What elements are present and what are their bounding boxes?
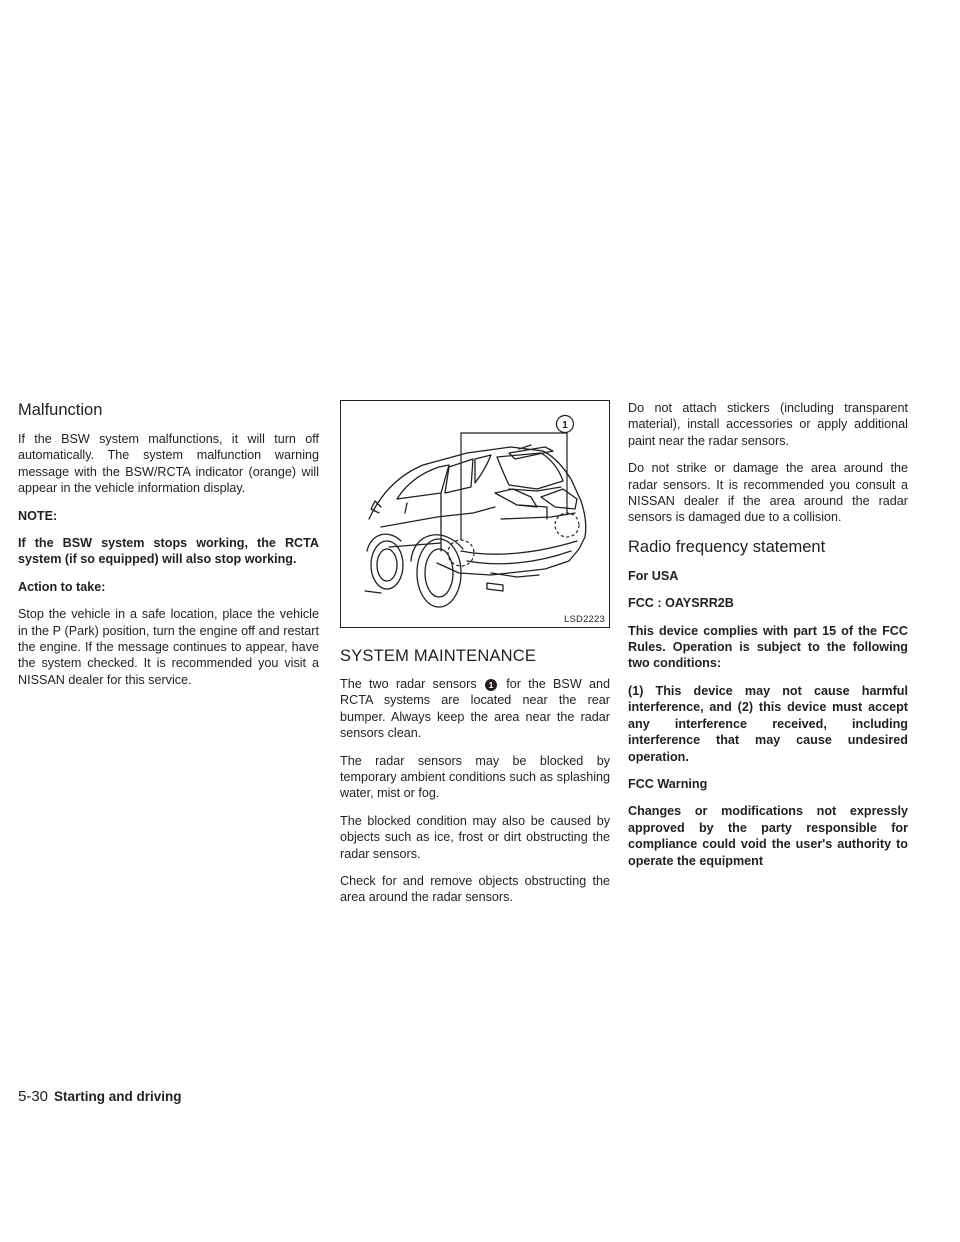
maintenance-paragraph-1 xyxy=(340,676,610,742)
fcc-compliance-text: This device complies with part 15 of the FCC Rules. Operation is subject to the following two conditions: xyxy=(628,623,908,671)
for-usa-label: For USA xyxy=(628,568,679,583)
note-text: If the BSW system stops working, the RCTA system (if so equipped) will also stop working. xyxy=(18,536,319,567)
fcc-conditions-text: (1) This device may not cause harmful interference, and (2) this device must accept any interference received, including interference that may cause undesired operation. xyxy=(628,683,908,764)
fcc-id: FCC : OAYSRR2B xyxy=(628,596,734,611)
action-label: Action to take: xyxy=(18,579,106,594)
maintenance-text-part-1: The two radar sensors xyxy=(340,677,484,691)
damage-paragraph: Do not strike or damage the area around the radar sensors. It is recommended you consult a NISSAN dealer if the area around the radar sensors is damaged due to a collision. xyxy=(628,461,908,525)
page-footer xyxy=(18,1088,182,1105)
maintenance-paragraph-2: The radar sensors may be blocked by temporary ambient conditions such as splashing water, mist or fog. xyxy=(340,753,610,801)
fcc-warning-text: Changes or modifications not expressly approved by the party responsible for compliance could void the user's authority to operate the equipment xyxy=(628,804,908,868)
stickers-paragraph: Do not attach stickers (including transparent material), install accessories or apply additional paint near the radar sensors. xyxy=(628,401,908,448)
maintenance-text-part-2: for the BSW and RCTA systems are located near the rear bumper. Always keep the area near the radar sensors clean. xyxy=(340,677,610,741)
radio-frequency-heading: Radio frequency statement xyxy=(628,537,826,556)
column-left xyxy=(18,400,319,699)
system-maintenance-heading: SYSTEM MAINTENANCE xyxy=(340,647,537,665)
maintenance-paragraph-4: Check for and remove objects obstructing the area around the radar sensors. xyxy=(340,874,610,905)
malfunction-heading: Malfunction xyxy=(18,401,103,419)
figure-code: LSD2223 xyxy=(563,614,605,625)
radar-sensor-figure xyxy=(340,400,610,628)
callout-marker: 1 xyxy=(485,679,497,691)
page-number: 5-30 xyxy=(18,1088,49,1105)
column-middle xyxy=(340,400,610,917)
malfunction-paragraph: If the BSW system malfunctions, it will turn off automatically. The system malfunction warning message with the BSW/RCTA indicator (orange) will appear in the vehicle information display. xyxy=(18,432,319,496)
rear-vehicle-radar-sensor-illustration-icon xyxy=(341,401,609,627)
section-title: Starting and driving xyxy=(54,1089,182,1104)
fcc-warning-label: FCC Warning xyxy=(628,776,708,791)
figure-callout-number: 1 xyxy=(562,420,568,431)
action-text: Stop the vehicle in a safe location, place the vehicle in the P (Park) position, turn the engine off and restart the engine. If the message continues to appear, have the system checked. It is recommended you visit a NISSAN dealer for this service. xyxy=(18,607,319,687)
maintenance-paragraph-3: The blocked condition may also be caused by objects such as ice, frost or dirt obstructing the radar sensors. xyxy=(340,813,610,861)
column-right xyxy=(628,400,908,880)
note-label: NOTE: xyxy=(18,508,58,523)
